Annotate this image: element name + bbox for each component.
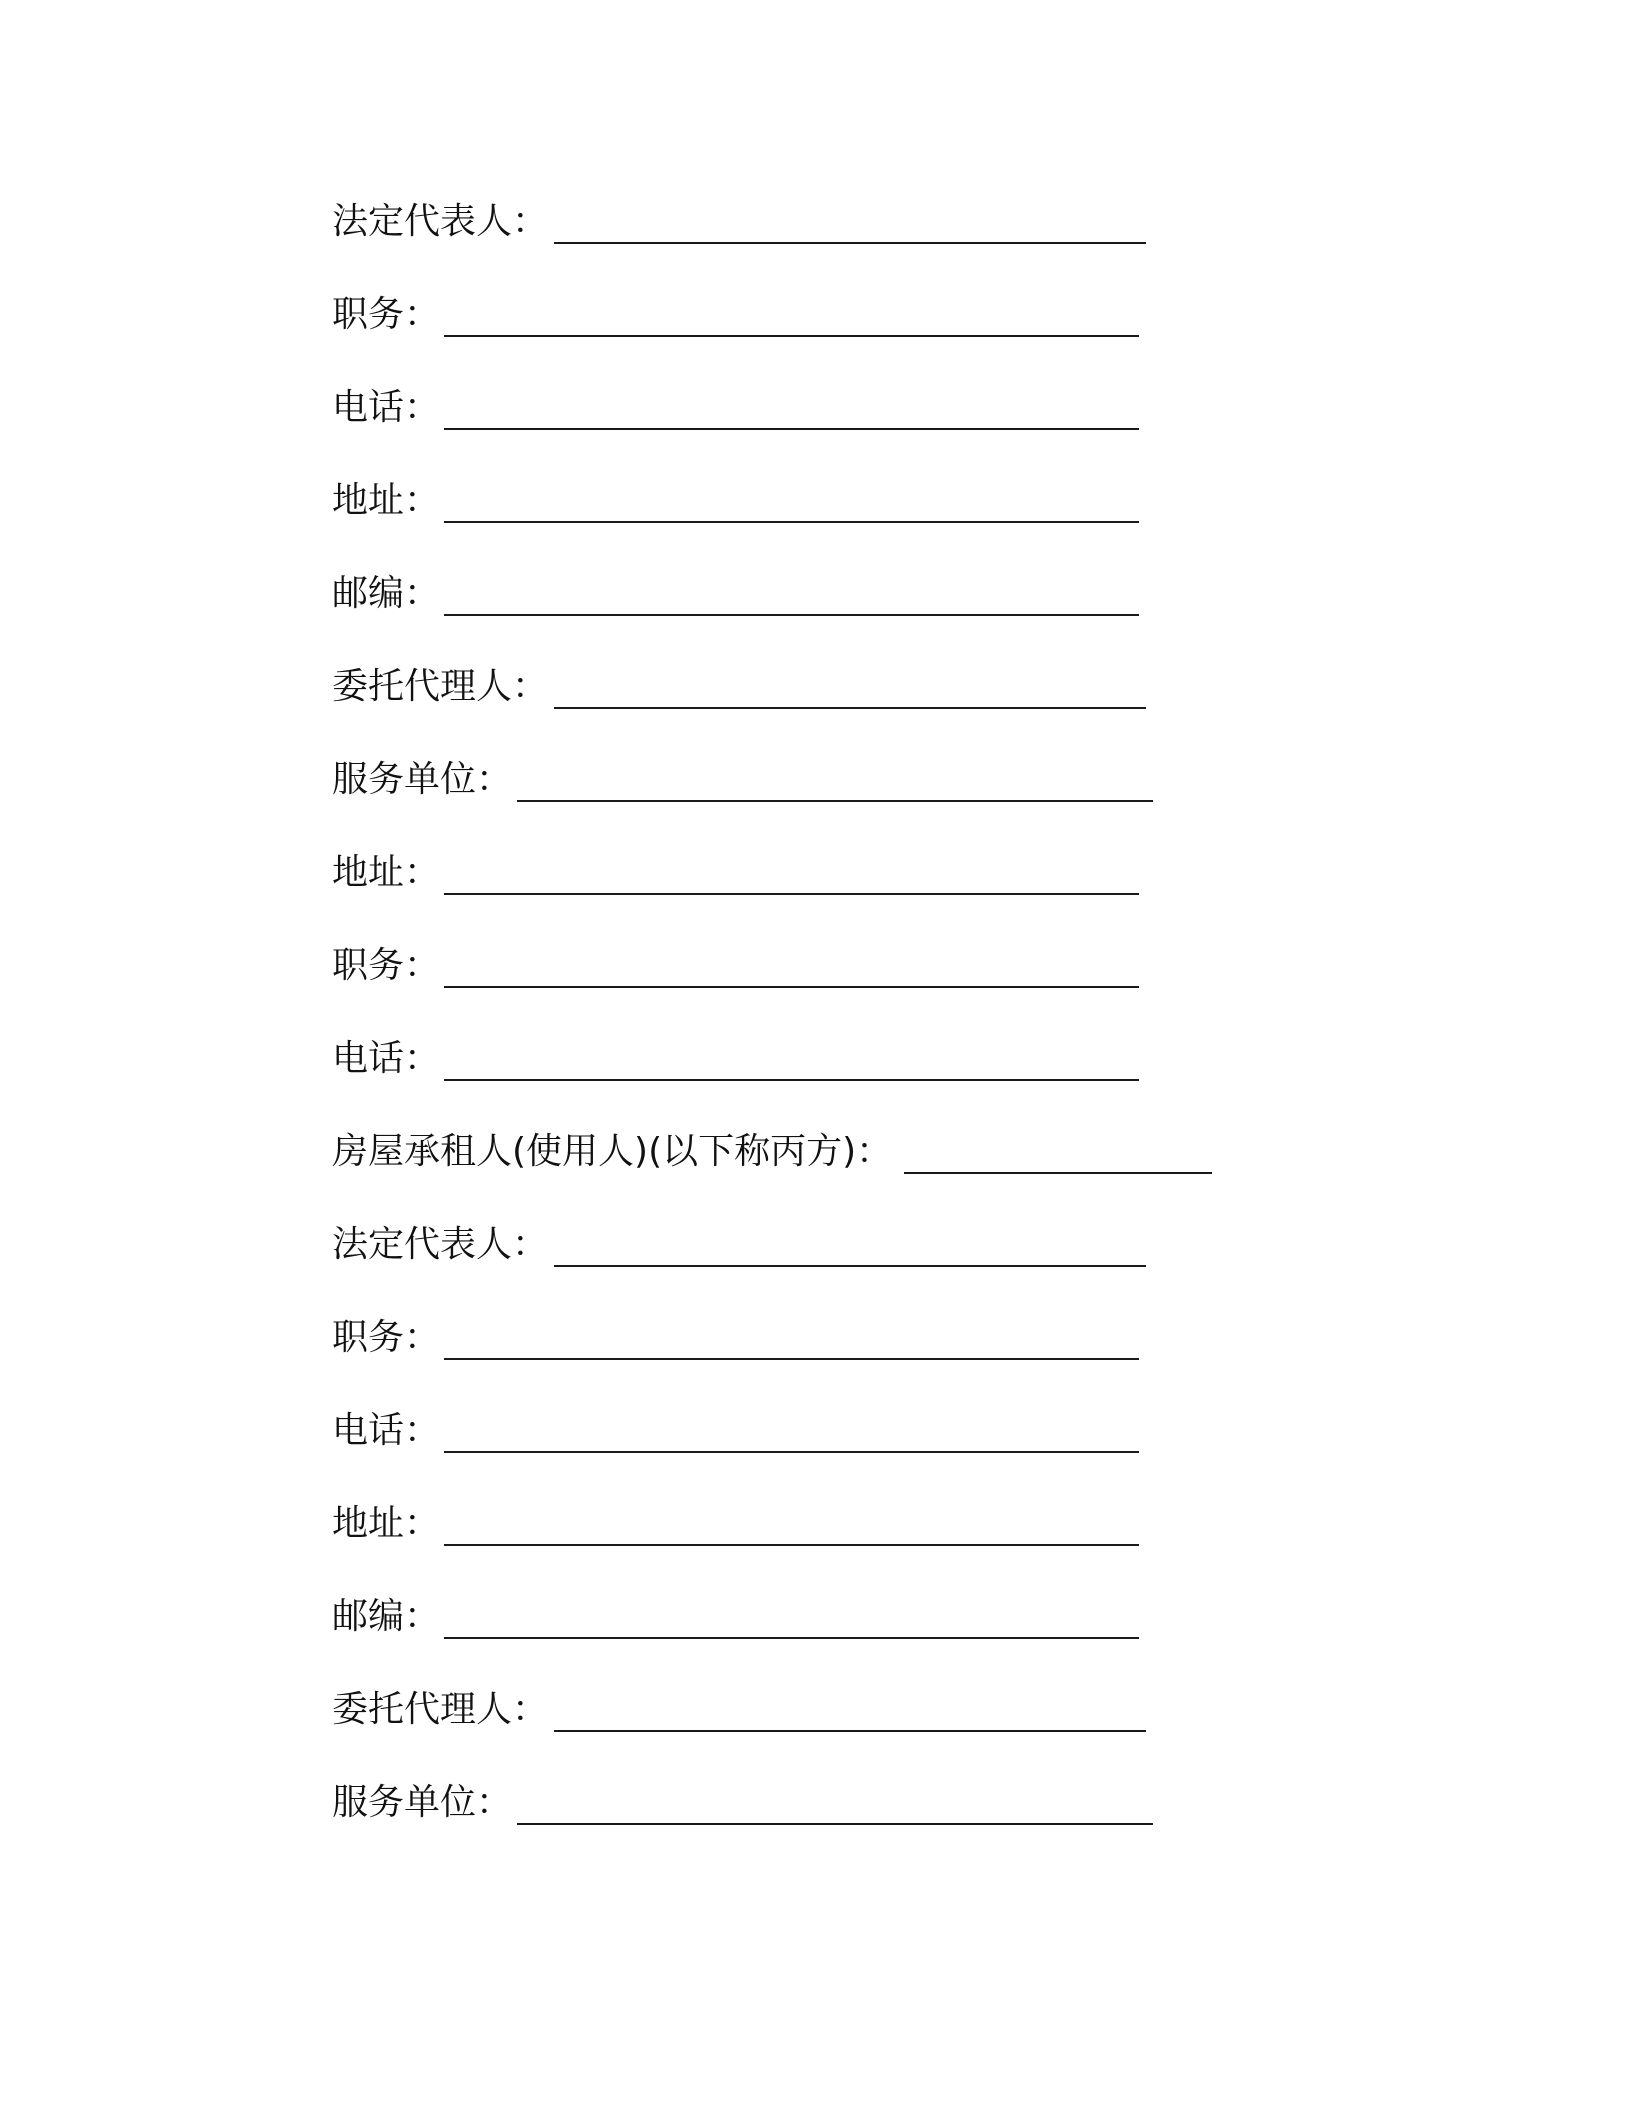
- field-label: 邮编：: [332, 573, 441, 614]
- fill-in-blank: [554, 242, 1146, 244]
- field-postcode: [332, 568, 1382, 661]
- field-position: [332, 940, 1382, 1033]
- fill-in-blank: [444, 1451, 1139, 1453]
- field-label: 电话：: [332, 1038, 441, 1079]
- field-phone: [332, 1033, 1382, 1126]
- field-position: [332, 1312, 1382, 1405]
- fill-in-blank: [444, 1358, 1139, 1360]
- field-label: 电话：: [332, 1410, 441, 1451]
- field-legal-representative: [332, 196, 1382, 289]
- field-label: 职务：: [332, 294, 441, 335]
- field-position: [332, 289, 1382, 382]
- fill-in-blank: [444, 1079, 1139, 1081]
- field-authorized-agent: [332, 661, 1382, 754]
- fill-in-blank: [444, 986, 1139, 988]
- field-address: [332, 847, 1382, 940]
- field-service-unit: [332, 754, 1382, 847]
- field-tenant-party-c: [332, 1126, 1382, 1219]
- fill-in-blank: [444, 335, 1139, 337]
- fill-in-blank: [444, 521, 1139, 523]
- field-label: 职务：: [332, 945, 441, 986]
- field-label: 法定代表人：: [332, 201, 549, 242]
- field-address: [332, 475, 1382, 568]
- field-label: 地址：: [332, 480, 441, 521]
- field-service-unit: [332, 1777, 1382, 1870]
- fill-in-blank: [444, 1637, 1139, 1639]
- field-label: 电话：: [332, 387, 441, 428]
- fill-in-blank: [517, 1823, 1153, 1825]
- field-label: 邮编：: [332, 1596, 441, 1637]
- field-phone: [332, 1405, 1382, 1498]
- field-label: 地址：: [332, 852, 441, 893]
- field-legal-representative: [332, 1219, 1382, 1312]
- field-label: 服务单位：: [332, 759, 513, 800]
- fill-in-blank: [554, 707, 1146, 709]
- field-authorized-agent: [332, 1684, 1382, 1777]
- field-label: 职务：: [332, 1317, 441, 1358]
- fill-in-blank: [444, 893, 1139, 895]
- contract-party-form: [332, 196, 1382, 1870]
- field-label: 房屋承租人(使用人)(以下称丙方)：: [332, 1131, 893, 1172]
- fill-in-blank: [444, 614, 1139, 616]
- field-label: 地址：: [332, 1503, 441, 1544]
- field-label: 委托代理人：: [332, 1689, 549, 1730]
- field-label: 服务单位：: [332, 1782, 513, 1823]
- fill-in-blank: [517, 800, 1153, 802]
- fill-in-blank: [904, 1172, 1212, 1174]
- field-address: [332, 1498, 1382, 1591]
- fill-in-blank: [444, 1544, 1139, 1546]
- fill-in-blank: [554, 1265, 1146, 1267]
- field-postcode: [332, 1591, 1382, 1684]
- fill-in-blank: [554, 1730, 1146, 1732]
- field-label: 法定代表人：: [332, 1224, 549, 1265]
- field-phone: [332, 382, 1382, 475]
- field-label: 委托代理人：: [332, 666, 549, 707]
- fill-in-blank: [444, 428, 1139, 430]
